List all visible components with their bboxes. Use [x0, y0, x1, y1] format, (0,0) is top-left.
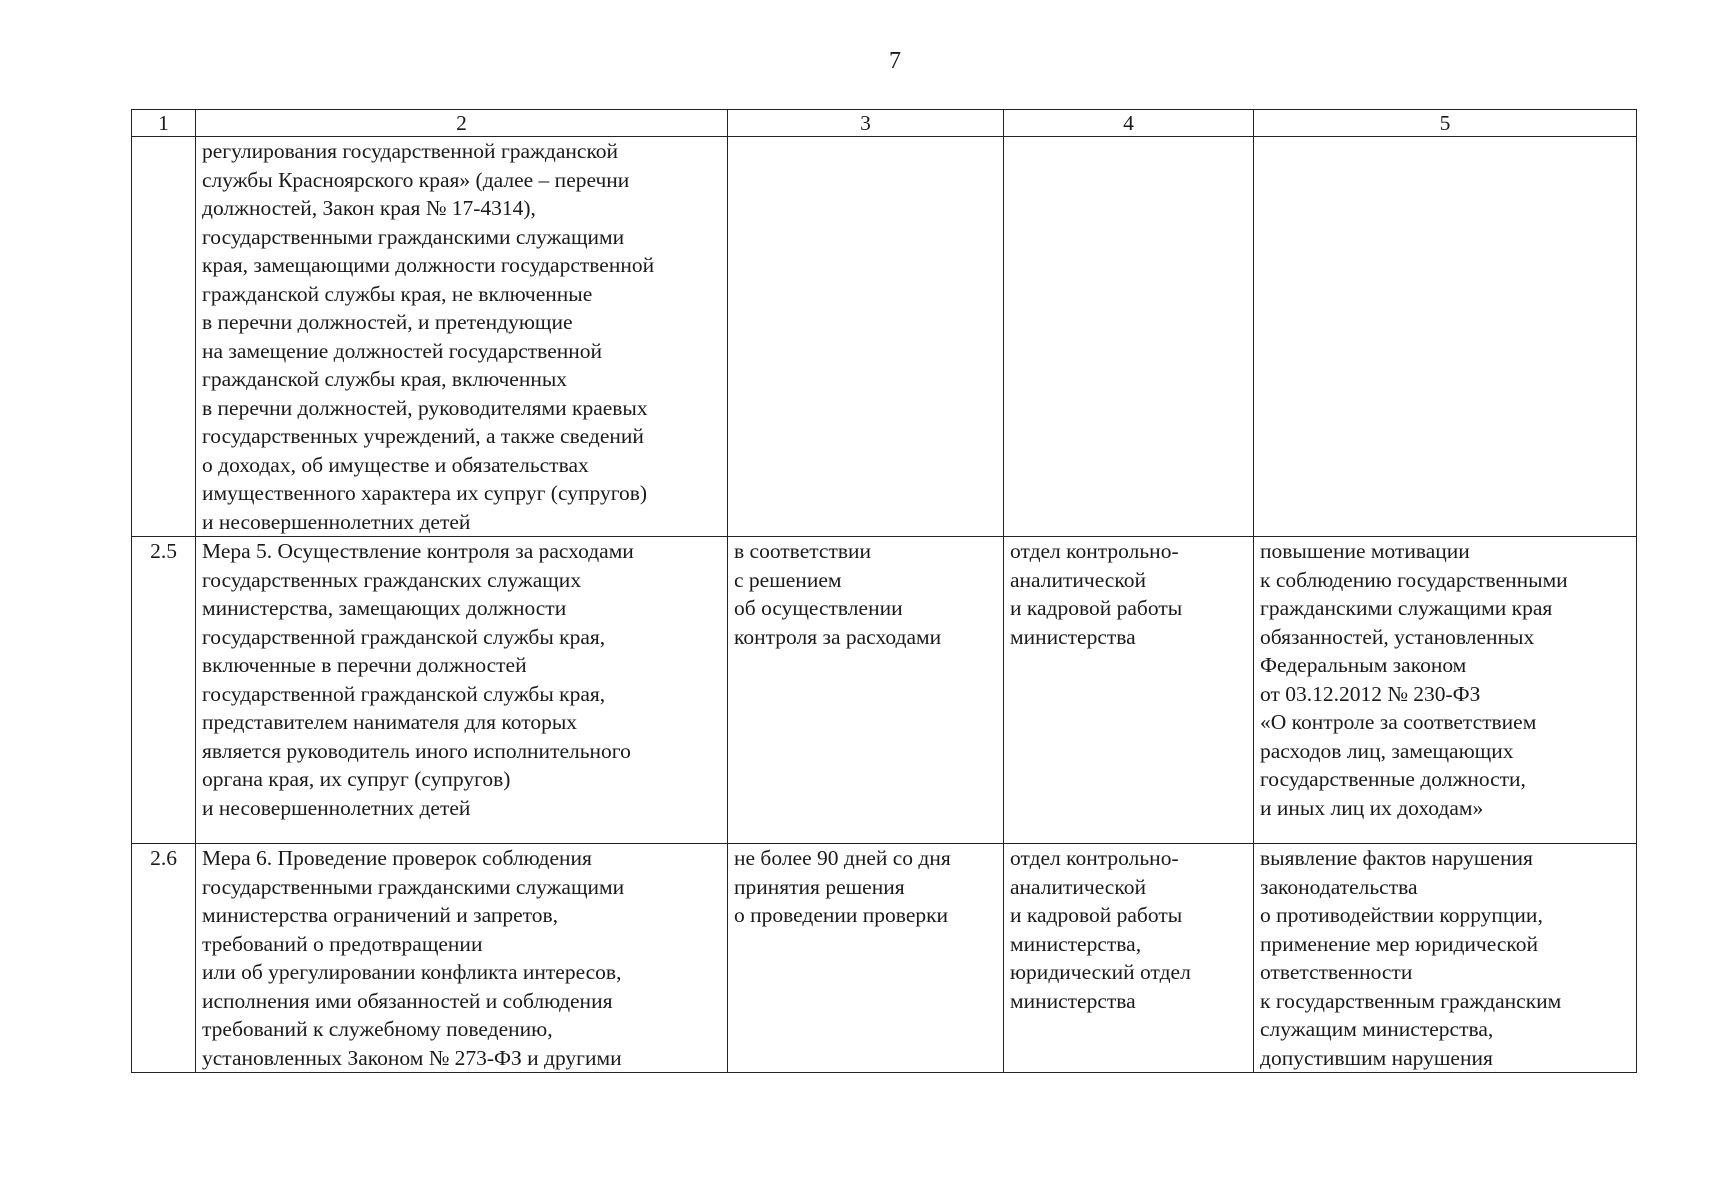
- deadline-cell: [728, 137, 1004, 537]
- column-header: 4: [1004, 110, 1254, 137]
- page-number: 7: [889, 48, 901, 74]
- result-cell: [1254, 137, 1637, 537]
- measures-table: [131, 109, 1637, 1073]
- responsible-cell: отдел контрольно- аналитической и кадровой работы министерства, юридический отдел министерства: [1004, 844, 1254, 1073]
- column-header: 5: [1254, 110, 1637, 137]
- result-cell: выявление фактов нарушения законодательства о противодействии коррупции, применение мер юридической ответственности к государственным гражданским служащим министерства, допустившим нарушения: [1254, 844, 1637, 1073]
- row-number: [132, 137, 196, 537]
- table-row: [132, 844, 1637, 1073]
- table-row: [132, 537, 1637, 844]
- row-number: 2.6: [132, 844, 196, 1073]
- responsible-cell: отдел контрольно- аналитической и кадровой работы министерства: [1004, 537, 1254, 844]
- column-header: 3: [728, 110, 1004, 137]
- table-header-row: [132, 110, 1637, 137]
- column-header: 1: [132, 110, 196, 137]
- column-header: 2: [196, 110, 728, 137]
- row-number: 2.5: [132, 537, 196, 844]
- deadline-cell: в соответствии с решением об осуществлении контроля за расходами: [728, 537, 1004, 844]
- measure-cell: Мера 6. Проведение проверок соблюдения государственными гражданскими служащими министерства ограничений и запретов, требований о предотвращении или об урегулировании конфликта интересов, исполнения ими обязанностей и соблюдения требований к служебному поведению, установленных Законом № 273-ФЗ и другими: [196, 844, 728, 1073]
- result-cell: повышение мотивации к соблюдению государственными гражданскими служащими края обязанностей, установленных Федеральным законом от 03.12.2012 № 230-ФЗ «О контроле за соответствием расходов лиц, замещающих государственные должности, и иных лиц их доходам»: [1254, 537, 1637, 844]
- deadline-cell: не более 90 дней со дня принятия решения о проведении проверки: [728, 844, 1004, 1073]
- table-row: [132, 137, 1637, 537]
- measure-cell: Мера 5. Осуществление контроля за расходами государственных гражданских служащих министерства, замещающих должности государственной гражданской службы края, включенные в перечни должностей государственной гражданской службы края, представителем нанимателя для которых является руководитель иного исполнительного органа края, их супруг (супругов) и несовершеннолетних детей: [196, 537, 728, 844]
- measure-cell: регулирования государственной гражданской службы Красноярского края» (далее – перечни должностей, Закон края № 17-4314), государственными гражданскими служащими края, замещающими должности государственной гражданской службы края, не включенные в перечни должностей, и претендующие на замещение должностей государственной гражданской службы края, включенных в перечни должностей, руководителями краевых государственных учреждений, а также сведений о доходах, об имуществе и обязательствах имущественного характера их супруг (супругов) и несовершеннолетних детей: [196, 137, 728, 537]
- responsible-cell: [1004, 137, 1254, 537]
